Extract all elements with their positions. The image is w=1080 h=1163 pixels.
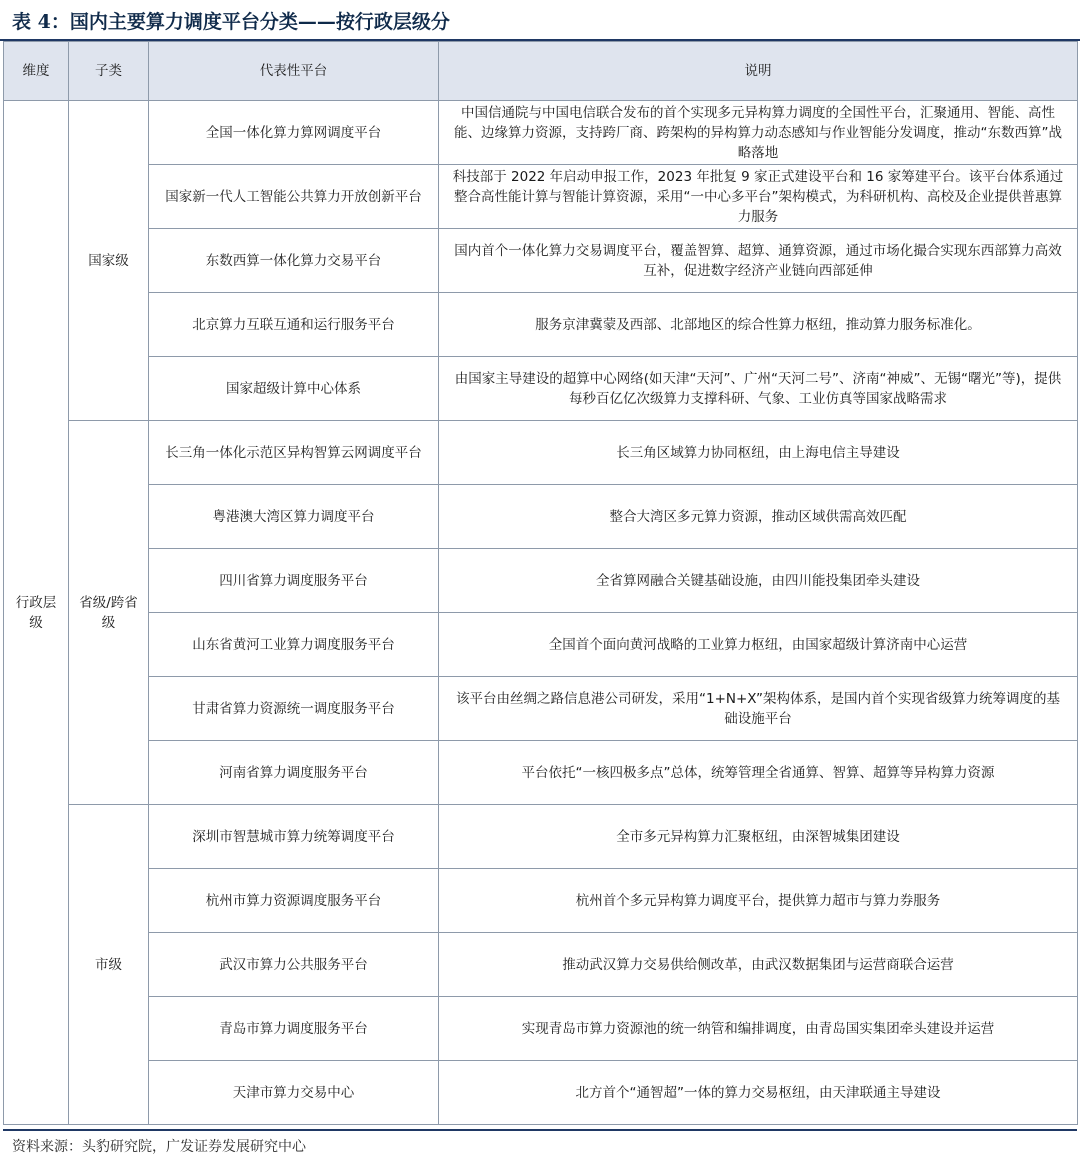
description-cell: 长三角区域算力协同枢纽，由上海电信主导建设: [439, 421, 1078, 485]
platform-cell: 杭州市算力资源调度服务平台: [149, 869, 439, 933]
description-cell: 服务京津冀蒙及西部、北部地区的综合性算力枢纽，推动算力服务标准化。: [439, 293, 1078, 357]
header-subclass: 子类: [69, 42, 149, 101]
platform-cell: 武汉市算力公共服务平台: [149, 933, 439, 997]
description-cell: 推动武汉算力交易供给侧改革，由武汉数据集团与运营商联合运营: [439, 933, 1078, 997]
header-platform: 代表性平台: [149, 42, 439, 101]
subclass-cell: 市级: [69, 805, 149, 1125]
table-row: [4, 869, 1078, 933]
platform-cell: 全国一体化算力算网调度平台: [149, 101, 439, 165]
table-row: [4, 997, 1078, 1061]
table-row: [4, 933, 1078, 997]
header-dimension: 维度: [4, 42, 69, 101]
description-cell: 国内首个一体化算力交易调度平台，覆盖智算、超算、通算资源，通过市场化撮合实现东西部算力高效互补，促进数字经济产业链向西部延伸: [439, 229, 1078, 293]
platform-cell: 河南省算力调度服务平台: [149, 741, 439, 805]
table-row: [4, 613, 1078, 677]
table-row: [4, 293, 1078, 357]
description-cell: 全市多元异构算力汇聚枢纽，由深智城集团建设: [439, 805, 1078, 869]
table-row: [4, 165, 1078, 229]
platform-cell: 国家新一代人工智能公共算力开放创新平台: [149, 165, 439, 229]
table-title: 表 4：国内主要算力调度平台分类——按行政层级分: [12, 11, 450, 33]
platform-cell: 四川省算力调度服务平台: [149, 549, 439, 613]
footer-rule: [3, 1129, 1077, 1131]
description-cell: 由国家主导建设的超算中心网络(如天津“天河”、广州“天河二号”、济南“神威”、无锡“曙光”等)，提供每秒百亿亿次级算力支撑科研、气象、工业仿真等国家战略需求: [439, 357, 1078, 421]
description-cell: 杭州首个多元异构算力调度平台，提供算力超市与算力券服务: [439, 869, 1078, 933]
description-cell: 科技部于 2022 年启动申报工作，2023 年批复 9 家正式建设平台和 16 家筹建平台。该平台体系通过整合高性能计算与智能计算资源，采用“一中心多平台”架构模式，为科研机构、高校及企业提供普惠算力服务: [439, 165, 1078, 229]
platform-cell: 天津市算力交易中心: [149, 1061, 439, 1125]
table-row: [4, 741, 1078, 805]
table-row: [4, 1061, 1078, 1125]
source-note: 资料来源：头豹研究院，广发证券发展研究中心: [12, 1139, 306, 1155]
table-row: [4, 357, 1078, 421]
table-row: [4, 421, 1078, 485]
table-row: [4, 549, 1078, 613]
table-row: [4, 485, 1078, 549]
platform-cell: 东数西算一体化算力交易平台: [149, 229, 439, 293]
description-cell: 中国信通院与中国电信联合发布的首个实现多元异构算力调度的全国性平台，汇聚通用、智能、高性能、边缘算力资源，支持跨厂商、跨架构的异构算力动态感知与作业智能分发调度，推动“东数西算”战略落地: [439, 101, 1078, 165]
subclass-cell: 省级/跨省级: [69, 421, 149, 805]
platform-cell: 长三角一体化示范区异构智算云网调度平台: [149, 421, 439, 485]
header-row: [4, 42, 1078, 101]
platform-table: [3, 41, 1078, 1125]
description-cell: 实现青岛市算力资源池的统一纳管和编排调度，由青岛国实集团牵头建设并运营: [439, 997, 1078, 1061]
description-cell: 平台依托“一核四极多点”总体，统筹管理全省通算、智算、超算等异构算力资源: [439, 741, 1078, 805]
platform-cell: 深圳市智慧城市算力统筹调度平台: [149, 805, 439, 869]
platform-cell: 粤港澳大湾区算力调度平台: [149, 485, 439, 549]
description-cell: 全国首个面向黄河战略的工业算力枢纽，由国家超级计算济南中心运营: [439, 613, 1078, 677]
table-row: [4, 805, 1078, 869]
description-cell: 整合大湾区多元算力资源，推动区域供需高效匹配: [439, 485, 1078, 549]
subclass-cell: 国家级: [69, 101, 149, 421]
platform-cell: 甘肃省算力资源统一调度服务平台: [149, 677, 439, 741]
header-description: 说明: [439, 42, 1078, 101]
platform-cell: 国家超级计算中心体系: [149, 357, 439, 421]
description-cell: 北方首个“通智超”一体的算力交易枢纽，由天津联通主导建设: [439, 1061, 1078, 1125]
dimension-cell: 行政层级: [4, 101, 69, 1125]
table-row: [4, 677, 1078, 741]
platform-cell: 北京算力互联互通和运行服务平台: [149, 293, 439, 357]
platform-cell: 青岛市算力调度服务平台: [149, 997, 439, 1061]
platform-cell: 山东省黄河工业算力调度服务平台: [149, 613, 439, 677]
description-cell: 全省算网融合关键基础设施，由四川能投集团牵头建设: [439, 549, 1078, 613]
table-row: [4, 229, 1078, 293]
description-cell: 该平台由丝绸之路信息港公司研发，采用“1+N+X”架构体系，是国内首个实现省级算力统筹调度的基础设施平台: [439, 677, 1078, 741]
table-row: [4, 101, 1078, 165]
